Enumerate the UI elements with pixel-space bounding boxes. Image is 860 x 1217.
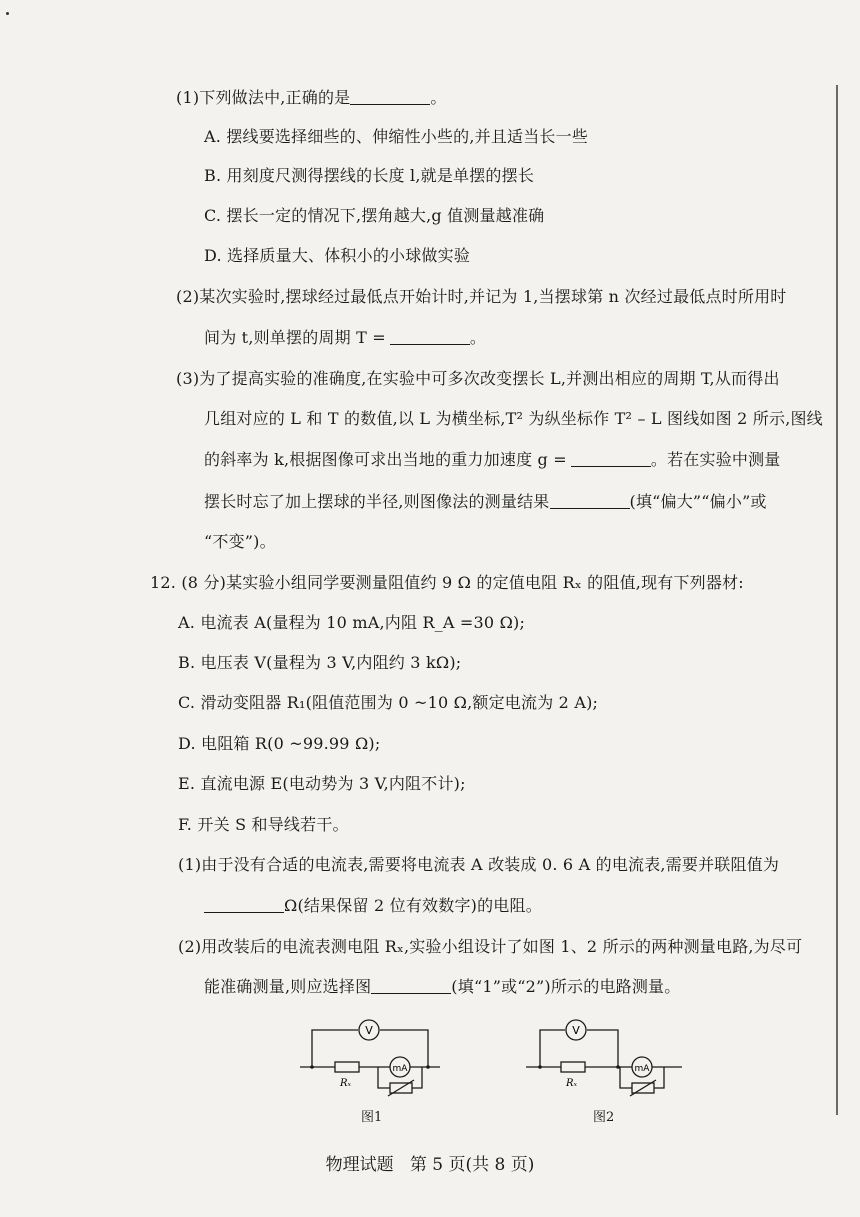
q11-part3-text2-end: (填“偏大”“偏小”或 — [629, 492, 767, 511]
page-footer: 物理试题 第 5 页(共 8 页) — [325, 1155, 535, 1175]
voltmeter-label: V — [365, 1024, 373, 1037]
resistor-label: Rₓ — [566, 1078, 578, 1089]
answer-blank[interactable] — [550, 492, 630, 509]
q11-option-a: A. 摆线要选择细些的、伸缩性小些的,并且适当长一些 — [204, 127, 589, 146]
q12-part1-text: Ω(结果保留 2 位有效数字)的电阻。 — [284, 896, 542, 915]
q12-part2-line1: (2)用改装后的电流表测电阻 Rₓ,实验小组设计了如图 1、2 所示的两种测量电路,为尽可 — [178, 937, 803, 956]
q11-part3-line1: (3)为了提高实验的准确度,在实验中可多次改变摆长 L,并测出相应的周期 T,从而得出 — [176, 369, 780, 388]
resistor-rx — [561, 1062, 585, 1072]
q12-heading: 12. (8 分)某实验小组同学要测量阻值约 9 Ω 的定值电阻 Rₓ 的阻值,现有下列器材: — [150, 573, 744, 592]
answer-blank[interactable] — [371, 977, 451, 994]
answer-blank[interactable] — [390, 328, 470, 345]
voltmeter-label: V — [572, 1024, 580, 1037]
q11-part3-line5: “不变”)。 — [204, 532, 276, 551]
figure-2-caption: 图2 — [593, 1110, 615, 1125]
q11-option-d: D. 选择质量大、体积小的小球做实验 — [204, 246, 471, 265]
figure-1-caption: 图1 — [361, 1110, 383, 1125]
resistor-label: Rₓ — [340, 1078, 352, 1089]
circuit-figure-1 — [290, 1012, 450, 1102]
q12-part2-line2 — [204, 975, 680, 999]
q12-item-a: A. 电流表 A(量程为 10 mA,内阻 R_A =30 Ω); — [178, 613, 526, 632]
q11-option-c: C. 摆长一定的情况下,摆角越大,g 值测量越准确 — [204, 206, 545, 225]
q11-part3-line3 — [204, 448, 781, 472]
q12-item-d: D. 电阻箱 R(0 ~99.99 Ω); — [178, 734, 381, 753]
answer-blank[interactable] — [571, 450, 651, 467]
answer-blank[interactable] — [204, 896, 284, 913]
q11-part3-line4 — [204, 490, 767, 514]
q11-part3-line2: 几组对应的 L 和 T 的数值,以 L 为横坐标,T² 为纵坐标作 T² – L 图线如图 2 所示,图线 — [204, 409, 823, 428]
q12-item-c: C. 滑动变阻器 R₁(阻值范围为 0 ~10 Ω,额定电流为 2 A); — [178, 693, 599, 712]
q11-part2-line2 — [204, 326, 486, 350]
q11-part3-text-end: 。若在实验中测量 — [650, 450, 781, 469]
q11-part2-line1: (2)某次实验时,摆球经过最低点开始计时,并记为 1,当摆球第 n 次经过最低点时所用时 — [176, 287, 787, 306]
q11-part1 — [176, 86, 447, 110]
scan-dot — [6, 12, 9, 15]
q12-item-f: F. 开关 S 和导线若干。 — [178, 815, 349, 834]
q11-part2-end: 。 — [469, 328, 487, 347]
q11-part3-text: 的斜率为 k,根据图像可求出当地的重力加速度 g = — [204, 450, 567, 469]
q11-part1-end: 。 — [430, 88, 447, 107]
circuit-figure-2 — [518, 1012, 693, 1102]
q12-part1-line1: (1)由于没有合适的电流表,需要将电流表 A 改装成 0. 6 A 的电流表,需要并联阻值为 — [178, 855, 780, 874]
q11-option-b: B. 用刻度尺测得摆线的长度 l,就是单摆的摆长 — [204, 166, 535, 185]
q11-part2-text: 间为 t,则单摆的周期 T = — [204, 328, 386, 347]
resistor-rx — [335, 1062, 359, 1072]
q11-part1-text: (1)下列做法中,正确的是 — [176, 88, 351, 107]
margin-rule — [836, 85, 838, 1115]
voltmeter-wire-right — [587, 1030, 618, 1067]
q12-part1-line2 — [204, 894, 542, 918]
answer-blank[interactable] — [350, 88, 430, 105]
q12-part2-text: 能准确测量,则应选择图 — [204, 977, 372, 996]
milliammeter-label: mA — [634, 1064, 650, 1074]
milliammeter-label: mA — [392, 1064, 408, 1074]
q12-item-e: E. 直流电源 E(电动势为 3 V,内阻不计); — [178, 774, 466, 793]
q12-item-b: B. 电压表 V(量程为 3 V,内阻约 3 kΩ); — [178, 653, 462, 672]
q12-part2-text-end: (填“1”或“2”)所示的电路测量。 — [451, 977, 681, 996]
q11-part3-text2: 摆长时忘了加上摆球的半径,则图像法的测量结果 — [204, 492, 550, 511]
